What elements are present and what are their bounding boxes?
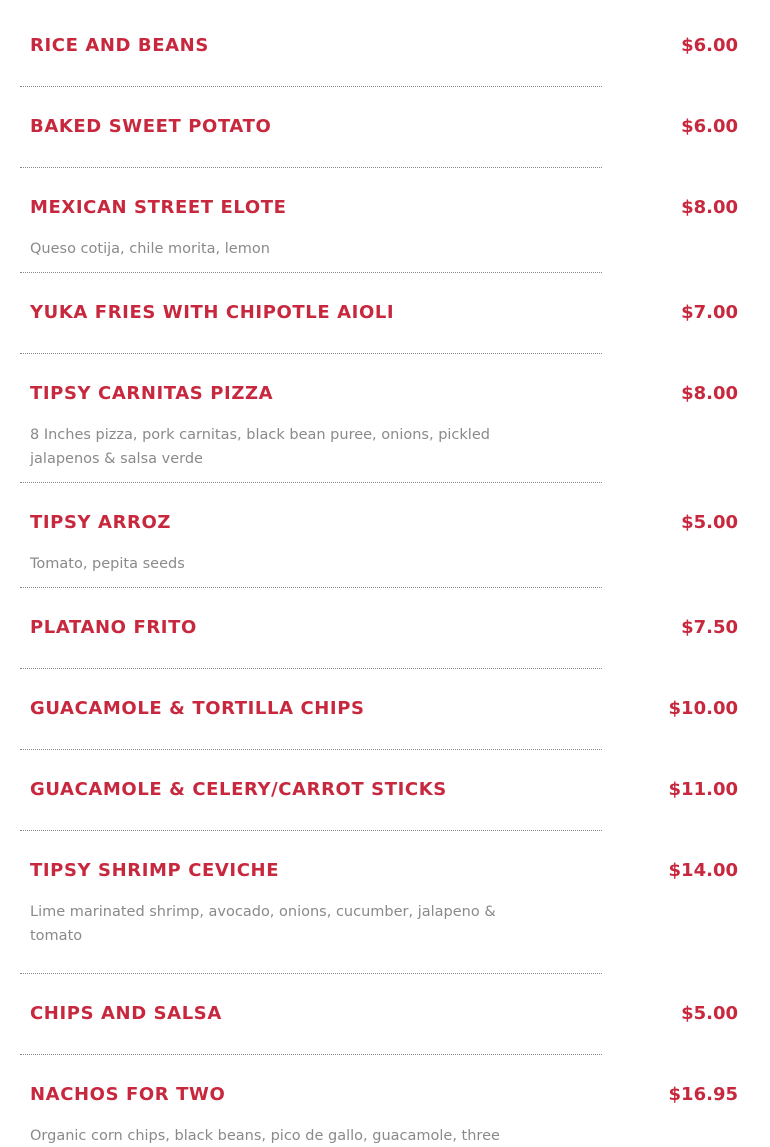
item-price: $8.00 — [681, 197, 738, 218]
item-price: $6.00 — [681, 35, 738, 56]
item-price: $5.00 — [681, 512, 738, 533]
divider — [20, 587, 602, 588]
item-name: CHIPS AND SALSA — [30, 1003, 222, 1024]
item-price: $11.00 — [668, 779, 738, 800]
item-name: GUACAMOLE & TORTILLA CHIPS — [30, 698, 365, 719]
divider — [20, 482, 602, 483]
item-description: 8 Inches pizza, pork carnitas, black bean puree, onions, pickled jalapenos & salsa verde — [30, 427, 490, 467]
item-price: $6.00 — [681, 116, 738, 137]
item-name: PLATANO FRITO — [30, 617, 197, 638]
divider — [20, 973, 602, 974]
divider — [20, 167, 602, 168]
item-name: MEXICAN STREET ELOTE — [30, 197, 287, 218]
divider — [20, 749, 602, 750]
item-description: Organic corn chips, black beans, pico de gallo, guacamole, three — [30, 1128, 500, 1144]
item-name: YUKA FRIES WITH CHIPOTLE AIOLI — [30, 302, 395, 323]
divider — [20, 1054, 602, 1055]
item-price: $7.00 — [681, 302, 738, 323]
item-price: $14.00 — [668, 860, 738, 881]
item-description: Lime marinated shrimp, avocado, onions, cucumber, jalapeno & tomato — [30, 904, 496, 944]
item-name: GUACAMOLE & CELERY/CARROT STICKS — [30, 779, 447, 800]
item-price: $5.00 — [681, 1003, 738, 1024]
item-name: BAKED SWEET POTATO — [30, 116, 272, 137]
item-description: Queso cotija, chile morita, lemon — [30, 241, 270, 257]
item-price: $7.50 — [681, 617, 738, 638]
divider — [20, 830, 602, 831]
item-price: $8.00 — [681, 383, 738, 404]
divider — [20, 353, 602, 354]
item-description: Tomato, pepita seeds — [30, 556, 185, 572]
item-name: TIPSY CARNITAS PIZZA — [30, 383, 274, 404]
divider — [20, 86, 602, 87]
item-name: RICE AND BEANS — [30, 35, 209, 56]
item-price: $10.00 — [668, 698, 738, 719]
item-name: NACHOS FOR TWO — [30, 1084, 226, 1105]
divider — [20, 272, 602, 273]
item-name: TIPSY SHRIMP CEVICHE — [30, 860, 280, 881]
item-name: TIPSY ARROZ — [30, 512, 172, 533]
item-price: $16.95 — [668, 1084, 738, 1105]
divider — [20, 668, 602, 669]
